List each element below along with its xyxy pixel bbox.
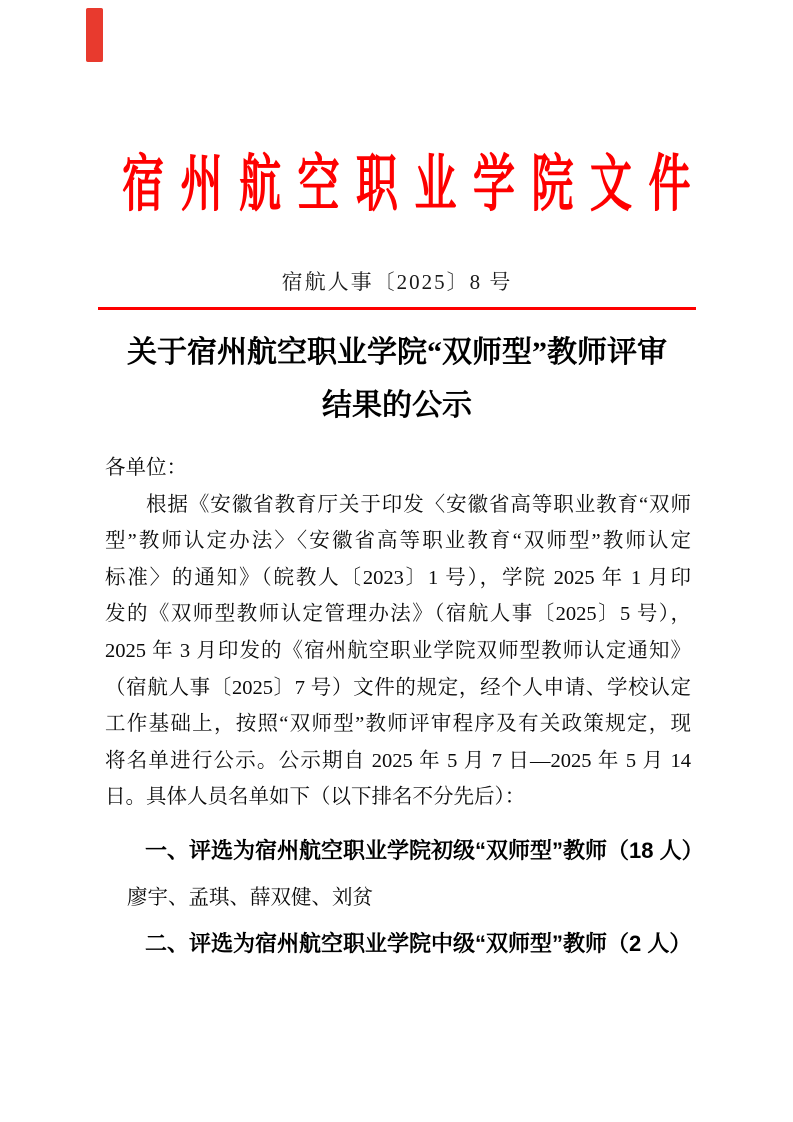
body-line: 工作基础上，按照“双师型”教师评审程序及有关政策规定，现 [105, 713, 691, 736]
body-line: 将名单进行公示。公示期自 2025 年 5 月 7 日—2025 年 5 月 14 [105, 749, 691, 772]
body-line: 2025 年 3 月印发的《宿州航空职业学院双师型教师认定通知》 [105, 639, 691, 662]
document-title-line2: 结果的公示 [322, 389, 472, 422]
masthead-title: 宿州航空职业学院文件 [122, 151, 707, 219]
body-line: 根据《安徽省教育厅关于印发〈安徽省高等职业教育“双师 [146, 493, 691, 516]
section-1-names: 廖宇、孟琪、薛双健、刘贫 [127, 887, 373, 909]
body-line: 发的《双师型教师认定管理办法》（宿航人事〔2025〕5 号）， [105, 603, 691, 626]
document-title-line1: 关于宿州航空职业学院“双师型”教师评审 [127, 336, 667, 369]
body-line: 日。具体人员名单如下（以下排名不分先后）： [105, 786, 526, 809]
document-number: 宿航人事〔2025〕8 号 [281, 270, 513, 294]
salutation: 各单位： [105, 457, 187, 479]
body-paragraph [105, 450, 691, 816]
body-line: （宿航人事〔2025〕7 号）文件的规定，经个人申请、学校认定 [105, 676, 691, 699]
section-2-heading: 二、评选为宿州航空职业学院中级“双师型”教师（2 人） [145, 931, 692, 956]
section-1-heading: 一、评选为宿州航空职业学院初级“双师型”教师（18 人） [145, 838, 704, 863]
header-divider-line [98, 307, 696, 310]
document-title [78, 326, 716, 432]
body-line: 标准〉的通知》（皖教人〔2023〕1 号），学院 2025 年 1 月印 [105, 566, 691, 589]
body-line: 型”教师认定办法〉〈安徽省高等职业教育“双师型”教师认定 [105, 530, 691, 553]
red-scan-mark [86, 8, 103, 62]
